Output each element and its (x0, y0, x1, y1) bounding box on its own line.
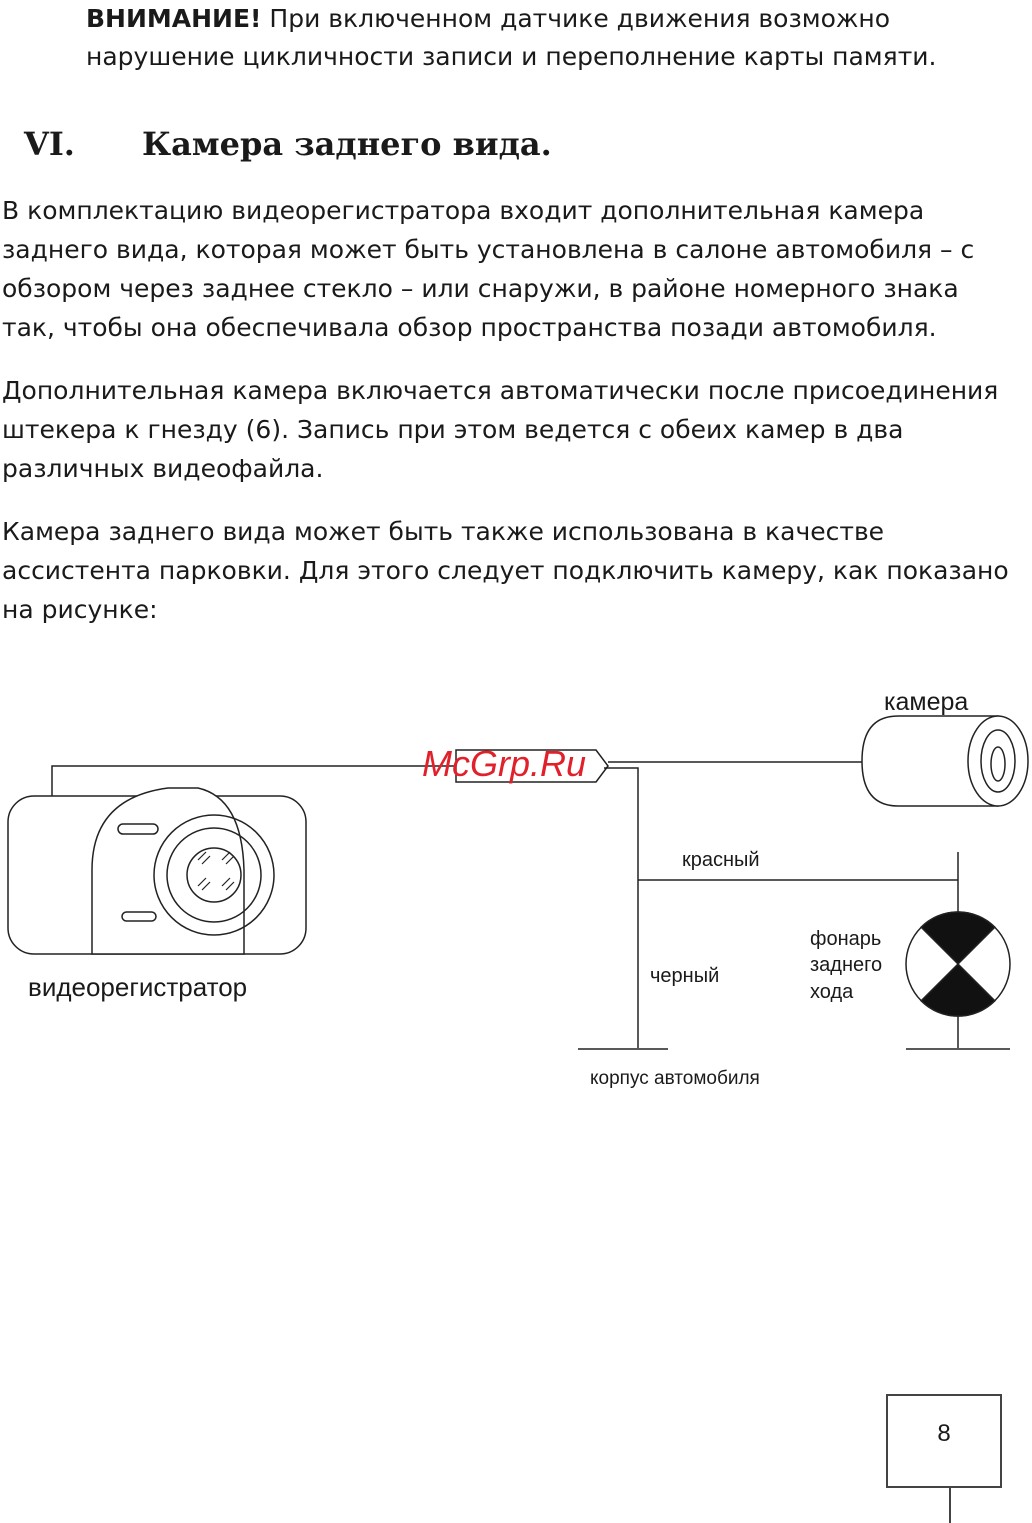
red-wire-label: красный (682, 849, 760, 871)
cable-recorder (52, 766, 456, 796)
warning-line-1: При включенном датчике движения возможно (261, 4, 891, 33)
branch-wire (604, 768, 638, 1048)
wiring-diagram (0, 660, 1032, 1120)
page-number-box (886, 1394, 1002, 1488)
warning-note (86, 0, 986, 76)
paragraph-parking: Камера заднего вида может быть также использована в качестве ассистента парковки. Для этого следует подключить камеру, как показано на рисунке: (2, 517, 1009, 624)
section-heading (24, 122, 552, 166)
lamp-label-line-2: заднего (810, 954, 883, 976)
camera-label: камера (884, 688, 969, 716)
page-number-tick (949, 1488, 951, 1523)
warning-line-2: нарушение цикличности записи и переполнение карты памяти. (86, 42, 937, 71)
section-number: VI. (24, 125, 75, 163)
lamp-label-line-1: фонарь (810, 928, 882, 950)
paragraph-auto-on: Дополнительная камера включается автоматически после присоединения штекера к гнезду (6). Запись при этом ведется с обеих камер в два различных видеофайла. (2, 376, 999, 483)
camera-icon (862, 716, 1028, 806)
page-number: 8 (937, 1420, 951, 1447)
warning-label: ВНИМАНИЕ! (86, 4, 262, 33)
watermark: McGrp.Ru (422, 743, 587, 784)
section-title: Камера заднего вида. (142, 125, 552, 163)
lamp-label-line-3: хода (810, 981, 854, 1003)
black-wire-label: черный (650, 965, 720, 987)
paragraph-intro: В комплектацию видеорегистратора входит дополнительная камера заднего вида, которая может быть установлена в салоне автомобиля – с обзором через заднее стекло – или снаружи, в районе номерного знака так, чтобы она обеспечивала обзор пространства позади автомобиля. (2, 196, 975, 342)
ground-label: корпус автомобиля (590, 1068, 760, 1089)
reverse-lamp-icon (906, 912, 1010, 1016)
recorder-label: видеорегистратор (28, 972, 248, 1002)
dashcam-icon (8, 788, 306, 954)
